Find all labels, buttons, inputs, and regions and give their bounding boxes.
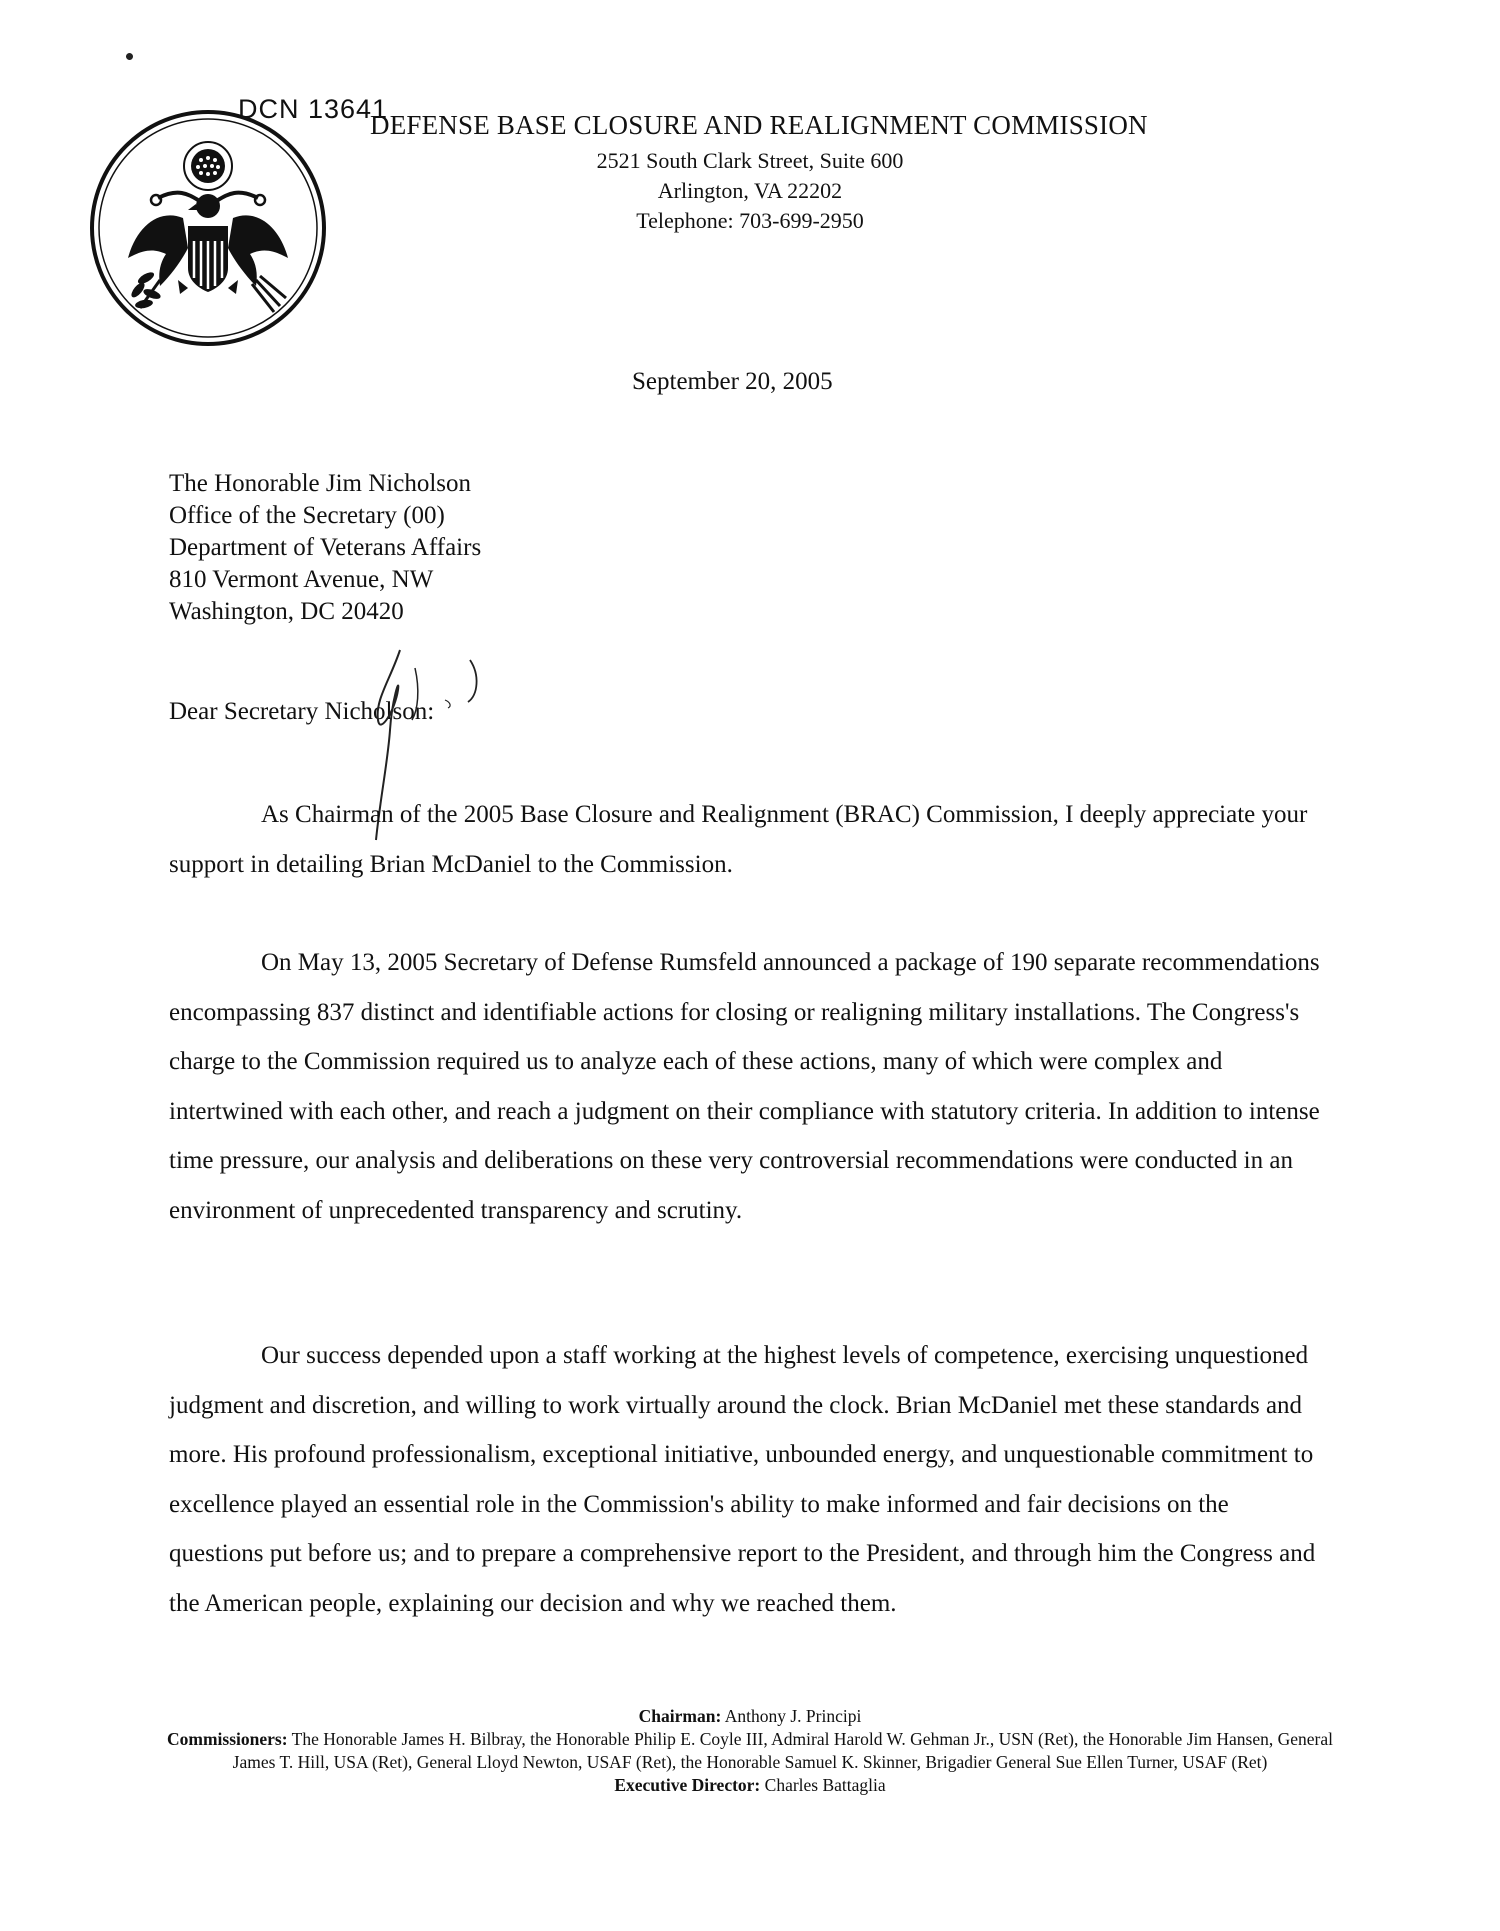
- salutation: Dear Secretary Nicholson:: [169, 698, 435, 725]
- recipient-line: Department of Veterans Affairs: [169, 534, 482, 561]
- executive-director-line: [150, 1774, 1350, 1797]
- chairman-label: Chairman:: [638, 1706, 722, 1726]
- recipient-line: Washington, DC 20420: [169, 598, 404, 625]
- scan-speck: [125, 52, 135, 62]
- great-seal-icon: [88, 108, 328, 348]
- body-paragraph: Our success depended upon a staff working at the highest levels of competence, exercising unquestioned judgment and discretion, and willing to work virtually around the clock. Brian McDaniel met these standards and more. His profound professionalism, exceptional initiative, unbounded energy, and unquestionable commitment to excellence played an essential role in the Commission's ability to make informed and fair decisions on the questions put before us; and to prepare a comprehensive report to the President, and through him the Congress and the American people, explaining our decision and why we reached them.: [169, 1342, 1316, 1617]
- commissioners-label: Commissioners:: [167, 1729, 288, 1749]
- recipient-line: The Honorable Jim Nicholson: [169, 470, 472, 497]
- recipient-line: Office of the Secretary (00): [169, 502, 445, 529]
- commission-roster-footer: [150, 1705, 1350, 1797]
- body-paragraph: As Chairman of the 2005 Base Closure and Realignment (BRAC) Commission, I deeply appreciate your support in detailing Brian McDaniel to the Commission.: [169, 801, 1308, 878]
- commissioners-line: [150, 1728, 1350, 1774]
- executive-director-label: Executive Director:: [614, 1775, 761, 1795]
- telephone: Telephone: 703-699-2950: [636, 208, 864, 233]
- recipient-address: [169, 468, 481, 628]
- chairman-name: Anthony J. Principi: [724, 1706, 862, 1726]
- address-line-2: Arlington, VA 22202: [657, 178, 843, 203]
- recipient-line: 810 Vermont Avenue, NW: [169, 566, 434, 593]
- executive-director-name: Charles Battaglia: [764, 1775, 886, 1795]
- letter-date: September 20, 2005: [632, 368, 833, 395]
- organization-name: DEFENSE BASE CLOSURE AND REALIGNMENT COMMISSION: [370, 110, 1148, 140]
- body-paragraph: On May 13, 2005 Secretary of Defense Rumsfeld announced a package of 190 separate recommendations encompassing 837 distinct and identifiable actions for closing or realigning military installations. The Congress's charge to the Commission required us to analyze each of these actions, many of which were complex and intertwined with each other, and reach a judgment on their compliance with statutory criteria. In addition to intense time pressure, our analysis and deliberations on these very controversial recommendations were conducted in an environment of unprecedented transparency and scrutiny.: [169, 949, 1320, 1224]
- commissioners-text: The Honorable James H. Bilbray, the Honorable Philip E. Coyle III, Admiral Harold W. Gehman Jr., USN (Ret), the Honorable Jim Hansen, General James T. Hill, USA (Ret), General Lloyd Newton, USAF (Ret), the Honorable Samuel K. Skinner, Brigadier General Sue Ellen Turner, USAF (Ret): [232, 1729, 1333, 1772]
- address-line-1: 2521 South Clark Street, Suite 600: [596, 148, 904, 173]
- dcn-number: DCN 13641: [238, 94, 389, 124]
- chairman-line: [150, 1705, 1350, 1728]
